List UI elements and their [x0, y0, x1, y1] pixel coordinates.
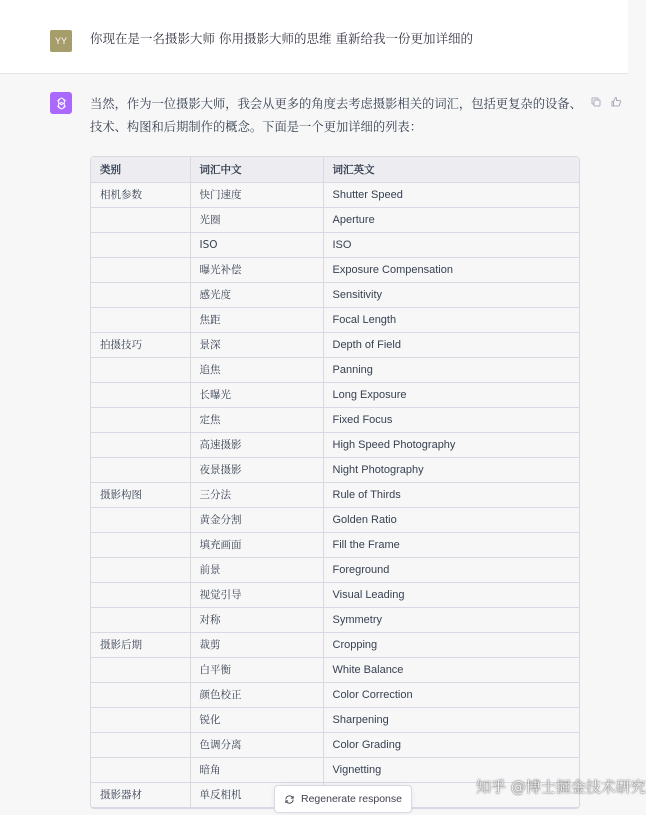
- cell-chinese-term: 长曝光: [190, 382, 323, 407]
- regenerate-response-button[interactable]: [274, 785, 412, 813]
- table-row: [91, 207, 579, 232]
- cell-category: [91, 232, 190, 257]
- cell-category: [91, 407, 190, 432]
- openai-logo-icon: [54, 96, 69, 111]
- cell-english-term: Color Grading: [323, 732, 579, 757]
- cell-chinese-term: 前景: [190, 557, 323, 582]
- table-row: [91, 532, 579, 557]
- cell-chinese-term: ISO: [190, 232, 323, 257]
- cell-english-term: Cropping: [323, 632, 579, 657]
- cell-category: [91, 732, 190, 757]
- cell-chinese-term: 夜景摄影: [190, 457, 323, 482]
- assistant-intro-text: 当然，作为一位摄影大师，我会从更多的角度去考虑摄影相关的词汇，包括更复杂的设备、技术、构图和后期制作的概念。下面是一个更加详细的列表：: [90, 97, 582, 134]
- refresh-icon: [284, 794, 295, 805]
- table-row: [91, 457, 579, 482]
- cell-english-term: Fill the Frame: [323, 532, 579, 557]
- cell-english-term: Depth of Field: [323, 332, 579, 357]
- header-chinese-term: 词汇中文: [190, 157, 323, 182]
- cell-english-term: Color Correction: [323, 682, 579, 707]
- cell-category: [91, 707, 190, 732]
- copy-icon[interactable]: [590, 96, 602, 108]
- vocabulary-table: [90, 156, 580, 809]
- cell-english-term: High Speed Photography: [323, 432, 579, 457]
- cell-english-term: Exposure Compensation: [323, 257, 579, 282]
- user-avatar: YY: [50, 30, 72, 52]
- cell-category: 拍摄技巧: [91, 332, 190, 357]
- cell-category: [91, 682, 190, 707]
- cell-english-term: Symmetry: [323, 607, 579, 632]
- cell-english-term: ISO: [323, 232, 579, 257]
- cell-english-term: Long Exposure: [323, 382, 579, 407]
- cell-category: [91, 207, 190, 232]
- table-row: [91, 182, 579, 207]
- cell-english-term: Aperture: [323, 207, 579, 232]
- cell-category: 相机参数: [91, 182, 190, 207]
- header-english-term: 词汇英文: [323, 157, 579, 182]
- cell-category: [91, 507, 190, 532]
- cell-category: [91, 432, 190, 457]
- cell-category: 摄影构图: [91, 482, 190, 507]
- cell-chinese-term: 追焦: [190, 357, 323, 382]
- header-category: 类别: [91, 157, 190, 182]
- cell-chinese-term: 暗角: [190, 757, 323, 782]
- table-row: [91, 732, 579, 757]
- cell-category: [91, 257, 190, 282]
- cell-chinese-term: 色调分离: [190, 732, 323, 757]
- cell-category: [91, 307, 190, 332]
- cell-english-term: Fixed Focus: [323, 407, 579, 432]
- cell-category: [91, 282, 190, 307]
- cell-english-term: White Balance: [323, 657, 579, 682]
- cell-category: [91, 532, 190, 557]
- cell-category: 摄影后期: [91, 632, 190, 657]
- cell-english-term: Vignetting: [323, 757, 579, 782]
- cell-category: [91, 657, 190, 682]
- thumbs-up-icon[interactable]: [610, 96, 622, 108]
- cell-english-term: Night Photography: [323, 457, 579, 482]
- cell-chinese-term: 黄金分割: [190, 507, 323, 532]
- cell-chinese-term: 视觉引导: [190, 582, 323, 607]
- cell-chinese-term: 快门速度: [190, 182, 323, 207]
- cell-english-term: Rule of Thirds: [323, 482, 579, 507]
- table-header-row: [91, 157, 579, 182]
- cell-category: [91, 582, 190, 607]
- table-row: [91, 557, 579, 582]
- table-row: [91, 507, 579, 532]
- cell-english-term: Golden Ratio: [323, 507, 579, 532]
- cell-category: [91, 457, 190, 482]
- table-row: [91, 707, 579, 732]
- table-row: [91, 432, 579, 457]
- cell-chinese-term: 光圈: [190, 207, 323, 232]
- user-message-text: 你现在是一名摄影大师 你用摄影大师的思维 重新给我一份更加详细的: [90, 31, 473, 46]
- cell-chinese-term: 裁剪: [190, 632, 323, 657]
- table-row: [91, 407, 579, 432]
- table-row: [91, 682, 579, 707]
- cell-chinese-term: 焦距: [190, 307, 323, 332]
- cell-english-term: Panning: [323, 357, 579, 382]
- cell-chinese-term: 对称: [190, 607, 323, 632]
- table-row: [91, 632, 579, 657]
- message-actions: [590, 96, 622, 108]
- cell-chinese-term: 白平衡: [190, 657, 323, 682]
- table-row: [91, 257, 579, 282]
- table-row: [91, 382, 579, 407]
- cell-chinese-term: 高速摄影: [190, 432, 323, 457]
- cell-chinese-term: 感光度: [190, 282, 323, 307]
- cell-category: [91, 607, 190, 632]
- cell-category: [91, 757, 190, 782]
- cell-chinese-term: 颜色校正: [190, 682, 323, 707]
- table-row: [91, 332, 579, 357]
- cell-chinese-term: 定焦: [190, 407, 323, 432]
- assistant-avatar: [50, 92, 72, 114]
- table-row: [91, 282, 579, 307]
- cell-chinese-term: 景深: [190, 332, 323, 357]
- regenerate-label: Regenerate response: [301, 793, 402, 805]
- cell-english-term: Sharpening: [323, 707, 579, 732]
- table-row: [91, 357, 579, 382]
- table-row: [91, 607, 579, 632]
- cell-english-term: Shutter Speed: [323, 182, 579, 207]
- table-row: [91, 307, 579, 332]
- cell-chinese-term: 填充画面: [190, 532, 323, 557]
- table-row: [91, 582, 579, 607]
- cell-english-term: Foreground: [323, 557, 579, 582]
- cell-chinese-term: 锐化: [190, 707, 323, 732]
- watermark-text: 知乎 @博士掘金技术研究: [476, 778, 646, 796]
- cell-english-term: Sensitivity: [323, 282, 579, 307]
- cell-category: [91, 382, 190, 407]
- cell-chinese-term: 单反相机: [190, 782, 323, 807]
- cell-category: [91, 557, 190, 582]
- cell-chinese-term: 曝光补偿: [190, 257, 323, 282]
- cell-english-term: Visual Leading: [323, 582, 579, 607]
- table-row: [91, 232, 579, 257]
- cell-category: [91, 357, 190, 382]
- assistant-message-row: [0, 74, 628, 815]
- cell-category: 摄影器材: [91, 782, 190, 807]
- user-message-row: [0, 0, 628, 74]
- table-row: [91, 657, 579, 682]
- cell-english-term: Focal Length: [323, 307, 579, 332]
- cell-chinese-term: 三分法: [190, 482, 323, 507]
- table-row: [91, 482, 579, 507]
